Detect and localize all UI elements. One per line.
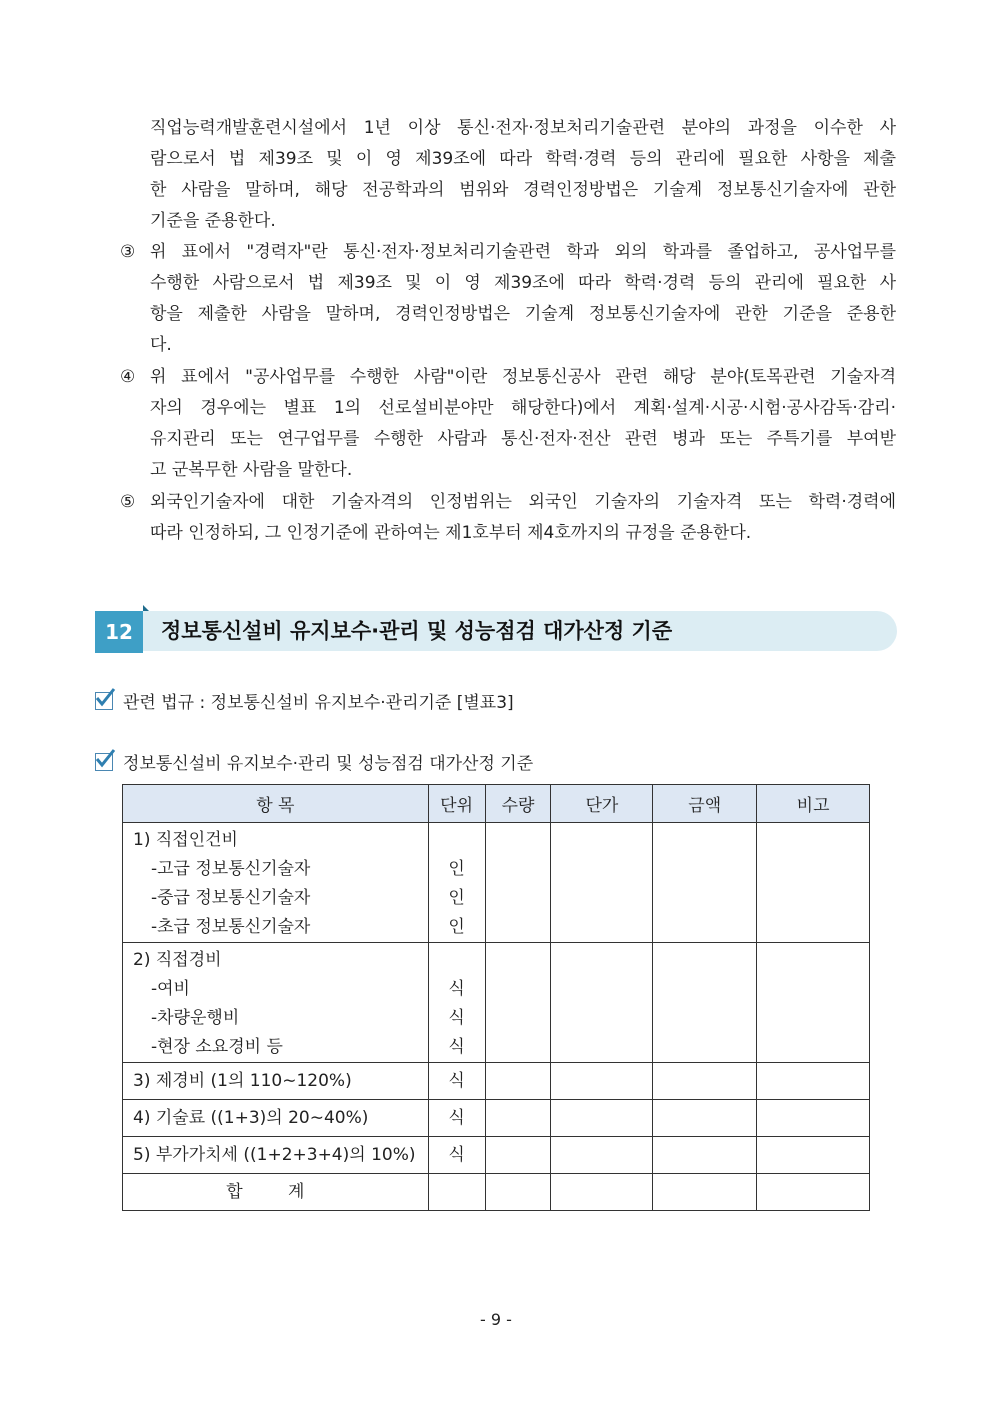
remarks-cell (757, 1174, 870, 1211)
row-label: -여비 (151, 979, 190, 999)
row-label: 3) 제경비 (1의 110∼120%) (123, 1063, 429, 1100)
unit-value: 인 (448, 888, 465, 908)
text-line: 다. (150, 335, 172, 355)
group-title: 2) 직접경비 (133, 950, 222, 970)
amount-cell (653, 943, 757, 1063)
check-item-label: 관련 법규 : 정보통신설비 유지보수·관리기준 [별표3] (123, 693, 514, 713)
unit-price-cell (551, 1100, 653, 1137)
total-label: 합 계 (123, 1174, 429, 1211)
unit-cell (428, 1174, 485, 1211)
group-cell (123, 823, 429, 943)
item-number: ③ (120, 242, 136, 262)
row-label: 4) 기술료 ((1+3)의 20∼40%) (123, 1100, 429, 1137)
section-title: 정보통신설비 유지보수·관리 및 성능점검 대가산정 기준 (161, 619, 673, 643)
amount-cell (653, 1174, 757, 1211)
table-total-row (123, 1174, 870, 1211)
header-unit-price: 단가 (551, 785, 653, 823)
quantity-cell (485, 823, 551, 943)
text-line: 람으로서 법 제39조 및 이 영 제39조에 따라 학력·경력 등의 관리에 필요한 사항을 제출 (150, 149, 896, 169)
table-row (123, 943, 870, 1063)
section-header (95, 611, 897, 653)
text-line: 수행한 사람으로서 법 제39조 및 이 영 제39조에 따라 학력·경력 등의 관리에 필요한 사 (150, 273, 896, 293)
text-line: 항을 제출한 사람을 말하며, 경력인정방법은 기술계 정보통신기술자에 관한 기준을 준용한 (150, 304, 896, 324)
check-item-label: 정보통신설비 유지보수·관리 및 성능점검 대가산정 기준 (123, 754, 534, 774)
unit-price-cell (551, 823, 653, 943)
row-label: -현장 소요경비 등 (151, 1037, 283, 1057)
header-remarks: 비고 (757, 785, 870, 823)
item-number: ⑤ (120, 492, 136, 512)
unit-value: 식 (428, 1063, 485, 1100)
section-number-badge: 12 (95, 611, 143, 653)
unit-value: 식 (448, 1037, 465, 1057)
note-item-5 (120, 487, 896, 549)
amount-cell (653, 1137, 757, 1174)
quantity-cell (485, 1137, 551, 1174)
text-line: 직업능력개발훈련시설에서 1년 이상 통신·전자·정보처리기술관련 분야의 과정을 이수한 사 (150, 118, 896, 138)
note-item-3 (120, 237, 896, 361)
text-line: 위 표에서 "경력자"란 통신·전자·정보처리기술관련 학과 외의 학과를 졸업하고, 공사업무를 (150, 242, 896, 262)
row-label: -차량운행비 (151, 1008, 240, 1028)
amount-cell (653, 1100, 757, 1137)
item-number: ④ (120, 367, 136, 387)
table-row (123, 1137, 870, 1174)
quantity-cell (485, 1174, 551, 1211)
header-amount: 금액 (653, 785, 757, 823)
text-line: 고 군복무한 사람을 말한다. (150, 460, 353, 480)
group-title: 1) 직접인건비 (133, 830, 238, 850)
unit-value: 식 (448, 979, 465, 999)
header-quantity: 수량 (485, 785, 551, 823)
note-item-4 (120, 362, 896, 486)
remarks-cell (757, 1063, 870, 1100)
header-item: 항 목 (123, 785, 429, 823)
row-label: -중급 정보통신기술자 (151, 888, 311, 908)
unit-price-cell (551, 1174, 653, 1211)
unit-value: 식 (428, 1100, 485, 1137)
table-row (123, 823, 870, 943)
unit-cell (428, 943, 485, 1063)
row-label: 5) 부가가치세 ((1+2+3+4)의 10%) (123, 1137, 429, 1174)
checkbox-checked-icon (95, 753, 113, 771)
check-item-cost-standard (95, 752, 533, 776)
unit-value: 식 (448, 1008, 465, 1028)
unit-value: 식 (428, 1137, 485, 1174)
remarks-cell (757, 943, 870, 1063)
text-line: 자의 경우에는 별표 1의 선로설비분야만 해당한다)에서 계획·설계·시공·시험·공사감독·감리· (150, 398, 896, 418)
quantity-cell (485, 943, 551, 1063)
intro-paragraph (150, 113, 896, 237)
group-cell (123, 943, 429, 1063)
check-item-related-law (95, 691, 514, 715)
table-row (123, 1100, 870, 1137)
row-label: -초급 정보통신기술자 (151, 917, 311, 937)
quantity-cell (485, 1100, 551, 1137)
text-line: 기준을 준용한다. (150, 211, 276, 231)
table-row (123, 1063, 870, 1100)
amount-cell (653, 823, 757, 943)
remarks-cell (757, 1100, 870, 1137)
row-label: -고급 정보통신기술자 (151, 859, 311, 879)
unit-price-cell (551, 943, 653, 1063)
unit-price-cell (551, 1137, 653, 1174)
text-line: 따라 인정하되, 그 인정기준에 관하여는 제1호부터 제4호까지의 규정을 준용한다. (150, 523, 752, 543)
text-line: 외국인기술자에 대한 기술자격의 인정범위는 외국인 기술자의 기술자격 또는 학력·경력에 (150, 492, 896, 512)
cost-table (122, 784, 870, 1211)
remarks-cell (757, 823, 870, 943)
table-header-row (123, 785, 870, 823)
unit-value: 인 (448, 859, 465, 879)
amount-cell (653, 1063, 757, 1100)
checkbox-checked-icon (95, 692, 113, 710)
text-line: 위 표에서 "공사업무를 수행한 사람"이란 정보통신공사 관련 해당 분야(토목관련 기술자격 (150, 367, 896, 387)
remarks-cell (757, 1137, 870, 1174)
text-line: 한 사람을 말하며, 해당 전공학과의 범위와 경력인정방법은 기술계 정보통신기술자에 관한 (150, 180, 896, 200)
page-number: - 9 - (480, 1310, 512, 1329)
unit-cell (428, 823, 485, 943)
unit-value: 인 (448, 917, 465, 937)
unit-price-cell (551, 1063, 653, 1100)
quantity-cell (485, 1063, 551, 1100)
text-line: 유지관리 또는 연구업무를 수행한 사람과 통신·전자·전산 관련 병과 또는 주특기를 부여받 (150, 429, 896, 449)
header-unit: 단위 (428, 785, 485, 823)
